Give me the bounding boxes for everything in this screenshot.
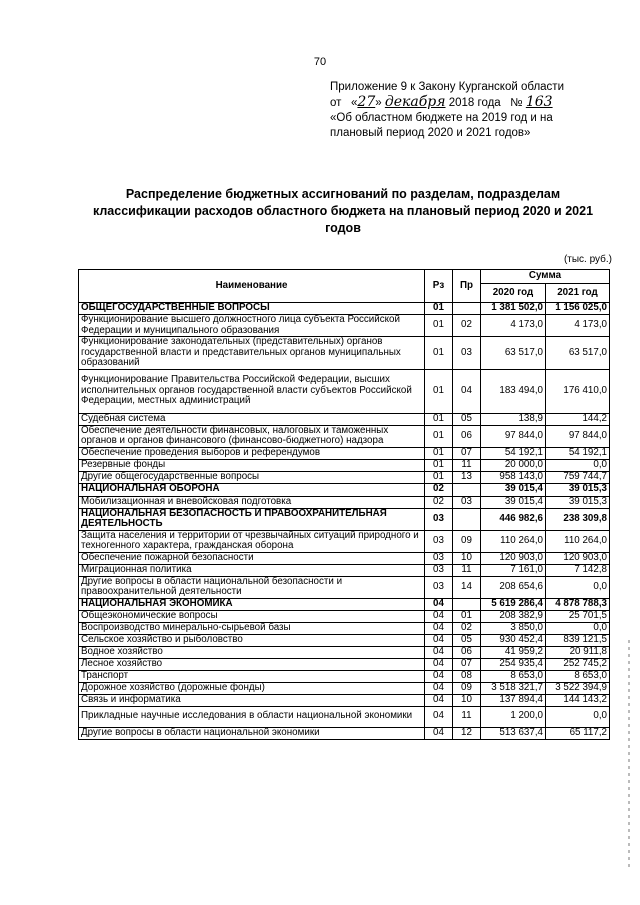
row-pr: 05 — [453, 634, 481, 646]
row-rz: 02 — [425, 483, 453, 496]
row-rz: 01 — [425, 303, 453, 315]
row-pr: 09 — [453, 530, 481, 552]
row-value-2020: 39 015,4 — [481, 483, 546, 496]
row-rz: 04 — [425, 727, 453, 739]
row-pr: 03 — [453, 337, 481, 370]
row-value-2021: 0,0 — [546, 459, 610, 471]
table-row — [79, 530, 610, 552]
row-name: НАЦИОНАЛЬНАЯ БЕЗОПАСНОСТЬ И ПРАВООХРАНИТЕЛЬНАЯ ДЕЯТЕЛЬНОСТЬ — [79, 508, 425, 530]
row-rz: 04 — [425, 598, 453, 610]
row-name: Судебная система — [79, 413, 425, 425]
row-rz: 03 — [425, 530, 453, 552]
row-value-2020: 39 015,4 — [481, 496, 546, 508]
row-rz: 04 — [425, 658, 453, 670]
budget-table-body — [79, 303, 610, 740]
row-name: Функционирование законодательных (представительных) органов государственной власти и представительных органов муниципальных образований — [79, 337, 425, 370]
row-pr: 14 — [453, 576, 481, 598]
row-name: Миграционная политика — [79, 564, 425, 576]
row-pr: 06 — [453, 425, 481, 447]
row-rz: 04 — [425, 706, 453, 727]
row-value-2021: 176 410,0 — [546, 369, 610, 413]
row-rz: 04 — [425, 634, 453, 646]
row-name: Другие вопросы в области национальной экономики — [79, 727, 425, 739]
appendix-month: декабря — [384, 94, 446, 110]
row-value-2020: 1 200,0 — [481, 706, 546, 727]
document-title: Распределение бюджетных ассигнований по разделам, подразделам классификации расходов областного бюджета на плановый период 2020 и 2021 годов — [92, 187, 594, 235]
row-pr: 07 — [453, 658, 481, 670]
row-pr: 09 — [453, 682, 481, 694]
row-rz: 04 — [425, 682, 453, 694]
table-row — [79, 471, 610, 483]
row-value-2020: 1 381 502,0 — [481, 303, 546, 315]
table-row — [79, 694, 610, 706]
table-row — [79, 658, 610, 670]
row-value-2020: 63 517,0 — [481, 337, 546, 370]
row-pr: 11 — [453, 706, 481, 727]
appendix-line-1: Приложение 9 к Закону Курганской области — [330, 81, 564, 93]
page-number: 70 — [313, 56, 327, 68]
row-value-2020: 446 982,6 — [481, 508, 546, 530]
row-pr: 13 — [453, 471, 481, 483]
row-value-2020: 20 000,0 — [481, 459, 546, 471]
section-row — [79, 303, 610, 315]
row-rz: 03 — [425, 576, 453, 598]
row-value-2021: 7 142,8 — [546, 564, 610, 576]
table-row — [79, 634, 610, 646]
row-rz: 03 — [425, 552, 453, 564]
row-value-2021: 120 903,0 — [546, 552, 610, 564]
header-2021: 2021 год — [546, 284, 610, 303]
row-value-2020: 138,9 — [481, 413, 546, 425]
row-rz: 01 — [425, 425, 453, 447]
row-name: Дорожное хозяйство (дорожные фонды) — [79, 682, 425, 694]
row-pr: 10 — [453, 694, 481, 706]
header-rz: Рз — [425, 270, 453, 303]
appendix-num: 163 — [525, 94, 553, 110]
table-row — [79, 622, 610, 634]
row-value-2021: 4 878 788,3 — [546, 598, 610, 610]
table-row — [79, 315, 610, 337]
appendix-year: 2018 года — [448, 97, 501, 109]
row-value-2021: 0,0 — [546, 622, 610, 634]
row-name: НАЦИОНАЛЬНАЯ ЭКОНОМИКА — [79, 598, 425, 610]
row-value-2021: 65 117,2 — [546, 727, 610, 739]
row-value-2021: 759 744,7 — [546, 471, 610, 483]
row-rz: 02 — [425, 496, 453, 508]
row-name: Транспорт — [79, 670, 425, 682]
appendix-num-label: № — [510, 97, 523, 109]
row-value-2020: 110 264,0 — [481, 530, 546, 552]
appendix-line-2 — [330, 95, 620, 111]
row-value-2021: 110 264,0 — [546, 530, 610, 552]
table-row — [79, 369, 610, 413]
row-rz: 01 — [425, 369, 453, 413]
row-name: Обеспечение пожарной безопасности — [79, 552, 425, 564]
table-row — [79, 727, 610, 739]
row-pr: 05 — [453, 413, 481, 425]
appendix-header — [330, 80, 620, 141]
section-row — [79, 483, 610, 496]
row-value-2021: 144,2 — [546, 413, 610, 425]
appendix-day-open: « — [351, 97, 358, 109]
row-pr: 08 — [453, 670, 481, 682]
table-row — [79, 670, 610, 682]
table-row — [79, 552, 610, 564]
row-name: Мобилизационная и вневойсковая подготовка — [79, 496, 425, 508]
row-name: Функционирование Правительства Российской Федерации, высших исполнительных органов государственной власти субъектов Российской Федерации, местных администраций — [79, 369, 425, 413]
row-name: Другие вопросы в области национальной безопасности и правоохранительной деятельности — [79, 576, 425, 598]
row-rz: 03 — [425, 564, 453, 576]
row-rz: 04 — [425, 694, 453, 706]
row-value-2020: 54 192,1 — [481, 447, 546, 459]
appendix-line-3: «Об областном бюджете на 2019 год и на — [330, 112, 553, 124]
row-value-2020: 97 844,0 — [481, 425, 546, 447]
row-rz: 03 — [425, 508, 453, 530]
row-pr: 01 — [453, 610, 481, 622]
row-pr: 04 — [453, 369, 481, 413]
row-name: ОБЩЕГОСУДАРСТВЕННЫЕ ВОПРОСЫ — [79, 303, 425, 315]
row-pr — [453, 303, 481, 315]
table-row — [79, 413, 610, 425]
table-row — [79, 646, 610, 658]
row-name: Воспроизводство минерально-сырьевой базы — [79, 622, 425, 634]
row-rz: 01 — [425, 447, 453, 459]
table-row — [79, 425, 610, 447]
row-value-2020: 7 161,0 — [481, 564, 546, 576]
row-value-2021: 252 745,2 — [546, 658, 610, 670]
row-pr: 02 — [453, 622, 481, 634]
row-value-2021: 4 173,0 — [546, 315, 610, 337]
row-name: Связь и информатика — [79, 694, 425, 706]
units-label: (тыс. руб.) — [563, 254, 612, 265]
row-value-2020: 254 935,4 — [481, 658, 546, 670]
header-2020: 2020 год — [481, 284, 546, 303]
row-name: Водное хозяйство — [79, 646, 425, 658]
row-rz: 01 — [425, 459, 453, 471]
row-value-2021: 144 143,2 — [546, 694, 610, 706]
row-pr: 02 — [453, 315, 481, 337]
row-name: Другие общегосударственные вопросы — [79, 471, 425, 483]
row-value-2021: 1 156 025,0 — [546, 303, 610, 315]
header-sum: Сумма — [481, 270, 610, 284]
appendix-from: от — [330, 97, 342, 109]
row-name: Защита населения и территории от чрезвычайных ситуаций природного и техногенного характера, гражданская оборона — [79, 530, 425, 552]
table-row — [79, 576, 610, 598]
row-value-2020: 513 637,4 — [481, 727, 546, 739]
header-pr: Пр — [453, 270, 481, 303]
row-rz: 04 — [425, 610, 453, 622]
row-value-2020: 41 959,2 — [481, 646, 546, 658]
row-name: Лесное хозяйство — [79, 658, 425, 670]
row-value-2021: 25 701,5 — [546, 610, 610, 622]
scan-margin-mark — [628, 640, 630, 870]
row-value-2020: 8 653,0 — [481, 670, 546, 682]
row-pr: 07 — [453, 447, 481, 459]
row-pr: 11 — [453, 564, 481, 576]
row-pr: 06 — [453, 646, 481, 658]
row-value-2020: 3 850,0 — [481, 622, 546, 634]
table-row — [79, 447, 610, 459]
table-row — [79, 706, 610, 727]
row-name: Прикладные научные исследования в области национальной экономики — [79, 706, 425, 727]
table-row — [79, 337, 610, 370]
row-value-2020: 4 173,0 — [481, 315, 546, 337]
row-pr — [453, 598, 481, 610]
section-row — [79, 598, 610, 610]
row-value-2021: 39 015,3 — [546, 483, 610, 496]
row-name: Сельское хозяйство и рыболовство — [79, 634, 425, 646]
row-pr — [453, 483, 481, 496]
header-name: Наименование — [79, 270, 425, 303]
row-rz: 01 — [425, 315, 453, 337]
row-name: Обеспечение проведения выборов и референдумов — [79, 447, 425, 459]
row-value-2020: 137 894,4 — [481, 694, 546, 706]
row-rz: 01 — [425, 337, 453, 370]
row-value-2021: 238 309,8 — [546, 508, 610, 530]
row-value-2020: 120 903,0 — [481, 552, 546, 564]
section-row — [79, 508, 610, 530]
table-row — [79, 459, 610, 471]
row-value-2021: 97 844,0 — [546, 425, 610, 447]
row-pr: 10 — [453, 552, 481, 564]
row-pr: 03 — [453, 496, 481, 508]
table-row — [79, 496, 610, 508]
row-value-2021: 20 911,8 — [546, 646, 610, 658]
row-value-2020: 208 654,6 — [481, 576, 546, 598]
appendix-day-close: » — [375, 97, 382, 109]
row-rz: 04 — [425, 670, 453, 682]
row-rz: 04 — [425, 646, 453, 658]
row-value-2020: 930 452,4 — [481, 634, 546, 646]
budget-table — [78, 269, 610, 740]
row-rz: 04 — [425, 622, 453, 634]
row-name: Общеэкономические вопросы — [79, 610, 425, 622]
row-name: Обеспечение деятельности финансовых, налоговых и таможенных органов и органов финансового (финансово-бюджетного) надзора — [79, 425, 425, 447]
row-name: Функционирование высшего должностного лица субъекта Российской Федерации и муниципального образования — [79, 315, 425, 337]
row-value-2020: 958 143,0 — [481, 471, 546, 483]
appendix-day: 27 — [357, 94, 376, 110]
row-value-2021: 3 522 394,9 — [546, 682, 610, 694]
appendix-line-4: плановый период 2020 и 2021 годов» — [330, 127, 531, 139]
row-value-2021: 8 653,0 — [546, 670, 610, 682]
row-value-2021: 0,0 — [546, 706, 610, 727]
row-value-2020: 183 494,0 — [481, 369, 546, 413]
row-rz: 01 — [425, 413, 453, 425]
row-pr: 11 — [453, 459, 481, 471]
row-value-2021: 839 121,5 — [546, 634, 610, 646]
row-pr: 12 — [453, 727, 481, 739]
row-value-2020: 3 518 321,7 — [481, 682, 546, 694]
row-pr — [453, 508, 481, 530]
row-value-2021: 39 015,3 — [546, 496, 610, 508]
row-name: НАЦИОНАЛЬНАЯ ОБОРОНА — [79, 483, 425, 496]
row-value-2020: 5 619 286,4 — [481, 598, 546, 610]
row-value-2020: 208 382,9 — [481, 610, 546, 622]
table-row — [79, 564, 610, 576]
table-row — [79, 682, 610, 694]
row-value-2021: 54 192,1 — [546, 447, 610, 459]
row-value-2021: 63 517,0 — [546, 337, 610, 370]
row-value-2021: 0,0 — [546, 576, 610, 598]
row-name: Резервные фонды — [79, 459, 425, 471]
row-rz: 01 — [425, 471, 453, 483]
table-row — [79, 610, 610, 622]
